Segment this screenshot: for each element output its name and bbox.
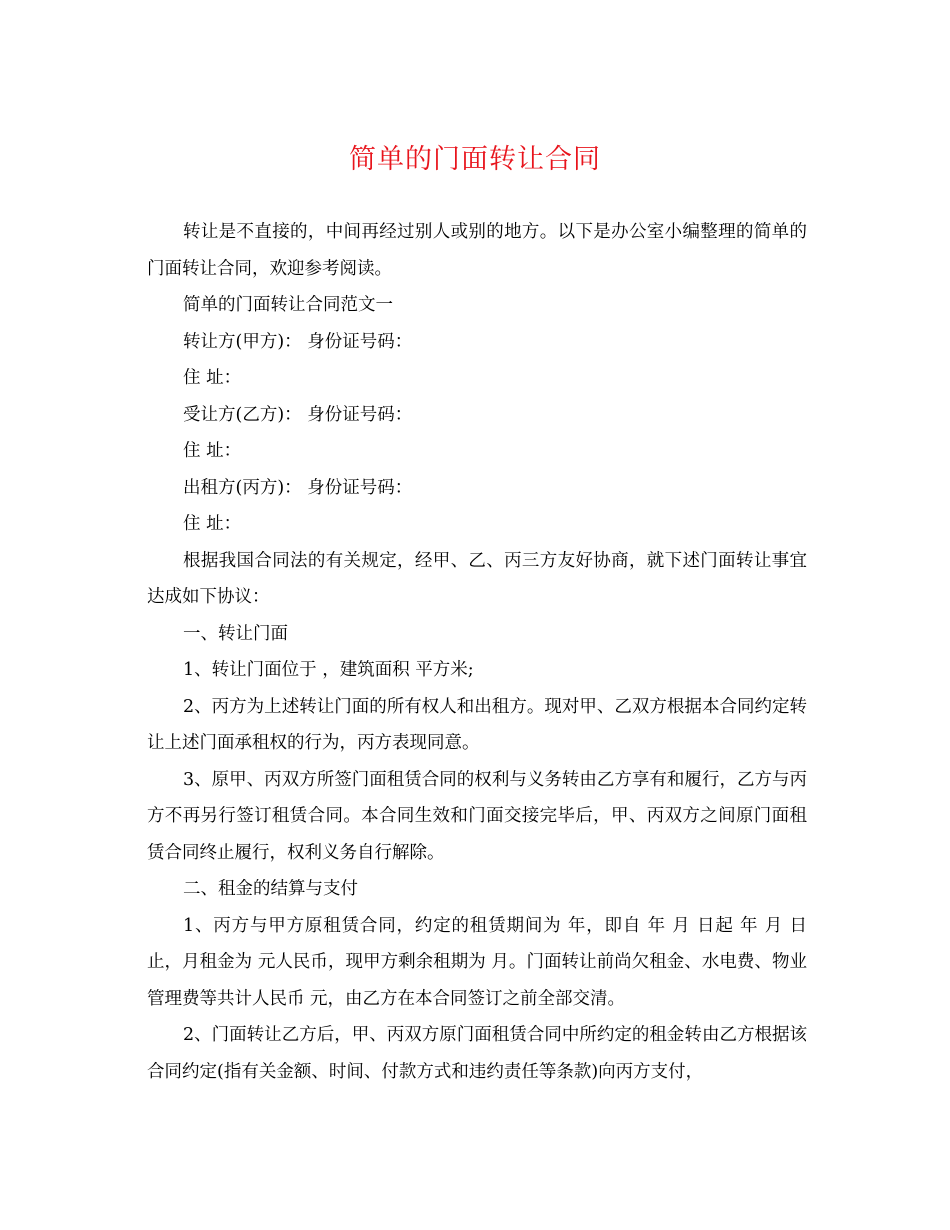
party-a-line: 转让方(甲方)： 身份证号码： [183,331,413,352]
section-heading-1: 一、转让门面 [183,623,288,644]
section-heading-2: 二、租金的结算与支付 [183,879,358,899]
party-b-address: 住 址： [183,441,242,461]
clause-2-1: 1、丙方与甲方原租赁合同，约定的租赁期间为 年，即自 年 月 日起 年 月 日止，月租金为 元人民币，现甲方剩余租期为 月。门面转让前尚欠租金、水电费、物业管理费等共计人民币 元，由乙方在本合同签订之前全部交清。 [147,915,807,1009]
party-c-address: 住 址： [183,514,242,534]
clause-2-2: 2、门面转让乙方后，甲、丙双方原门面租赁合同中所约定的租金转由乙方根据该合同约定(指有关金额、时间、付款方式和违约责任等条款)向丙方支付， [147,1025,807,1082]
clause-1-2: 2、丙方为上述转让门面的所有权人和出租方。现对甲、乙双方根据本合同约定转让上述门面承租权的行为，丙方表现同意。 [147,696,807,753]
sample-heading: 简单的门面转让合同范文一 [183,295,393,315]
preamble-paragraph: 根据我国合同法的有关规定，经甲、乙、丙三方友好协商，就下述门面转让事宜达成如下协议： [147,550,807,607]
party-c-line: 出租方(丙方)： 身份证号码： [183,477,413,498]
party-a-address: 住 址： [183,368,242,388]
document-body [147,214,807,1090]
party-b-line: 受让方(乙方)： 身份证号码： [183,404,413,425]
clause-1-3: 3、原甲、丙双方所签门面租赁合同的权利与义务转由乙方享有和履行，乙方与丙方不再另行签订租赁合同。本合同生效和门面交接完毕后，甲、丙双方之间原门面租赁合同终止履行，权利义务自行解除。 [147,769,807,863]
clause-1-1: 1、转让门面位于 ，建筑面积 平方米; [183,660,474,680]
document-title: 简单的门面转让合同 [349,144,601,175]
intro-paragraph: 转让是不直接的，中间再经过别人或别的地方。以下是办公室小编整理的简单的门面转让合同，欢迎参考阅读。 [147,222,807,279]
